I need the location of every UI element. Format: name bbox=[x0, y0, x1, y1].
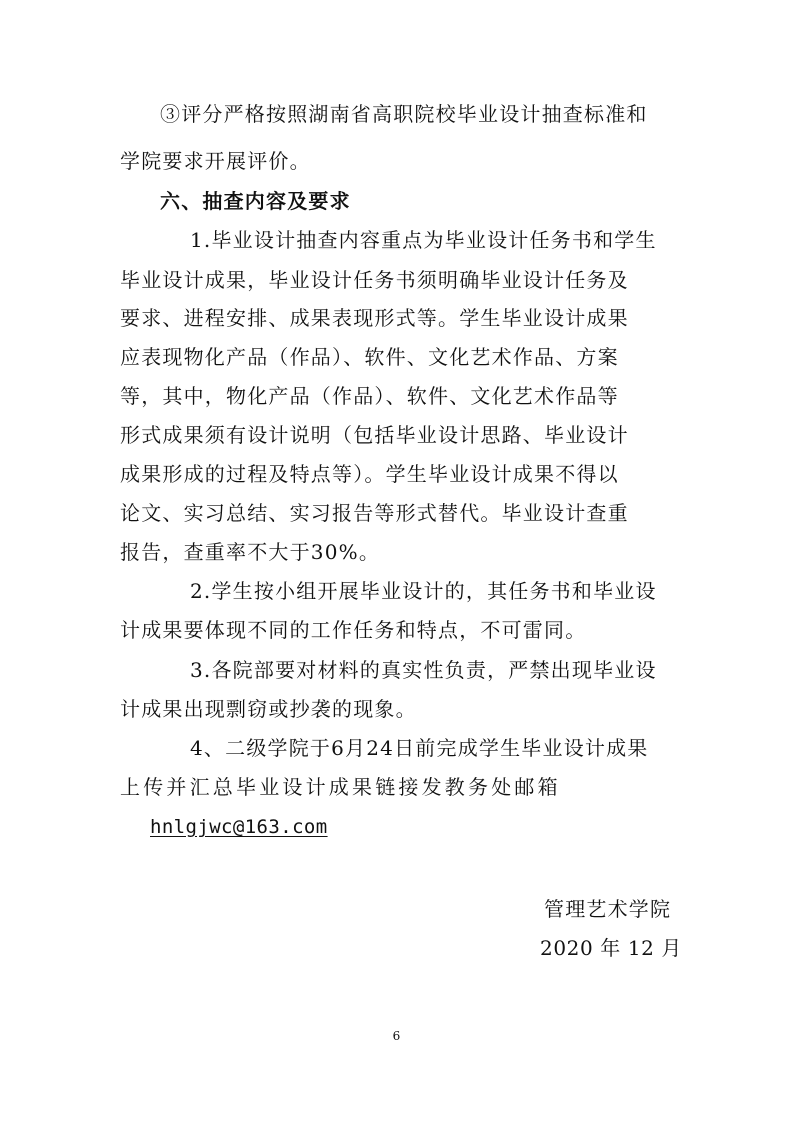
item-3-line-2: 计成果出现剽窃或抄袭的现象。 bbox=[120, 697, 417, 721]
paragraph-line-2: 学院要求开展评价。 bbox=[120, 149, 311, 173]
item-2-line-1: 2.学生按小组开展毕业设计的，其任务书和毕业设 bbox=[190, 579, 657, 603]
item-3-line-1: 3.各院部要对材料的真实性负责，严禁出现毕业设 bbox=[190, 658, 657, 682]
item-4-line-2: 上传并汇总毕业设计成果链接发教务处邮箱 bbox=[120, 775, 561, 799]
email-link[interactable]: hnlgjwc@163.com bbox=[150, 816, 328, 838]
signature-date: 2020 年 12 月 bbox=[540, 936, 683, 960]
item-1-line-5: 等，其中，物化产品（作品）、软件、文化艺术作品等 bbox=[120, 384, 619, 408]
item-1-line-4: 应表现物化产品（作品）、软件、文化艺术作品、方案 bbox=[120, 345, 619, 369]
signature-org: 管理艺术学院 bbox=[544, 897, 672, 921]
section-heading: 六、抽查内容及要求 bbox=[160, 189, 351, 213]
item-2-line-2: 计成果要体现不同的工作任务和特点，不可雷同。 bbox=[120, 618, 587, 642]
item-1-line-3: 要求、进程安排、成果表现形式等。学生毕业设计成果 bbox=[120, 306, 629, 330]
item-4-line-1: 4、二级学院于6月24日前完成学生毕业设计成果 bbox=[190, 736, 649, 760]
item-1-line-6: 形式成果须有设计说明（包括毕业设计思路、毕业设计 bbox=[120, 423, 629, 447]
item-1-line-9: 报告，查重率不大于30%。 bbox=[120, 540, 381, 564]
item-1-line-8: 论文、实习总结、实习报告等形式替代。毕业设计查重 bbox=[120, 501, 629, 525]
item-1-line-2: 毕业设计成果，毕业设计任务书须明确毕业设计任务及 bbox=[120, 268, 629, 292]
page-number: 6 bbox=[392, 1029, 401, 1043]
paragraph-line-1: ③评分严格按照湖南省高职院校毕业设计抽查标准和 bbox=[160, 102, 648, 126]
item-1-line-7: 成果形成的过程及特点等）。学生毕业设计成果不得以 bbox=[120, 462, 619, 486]
item-1-line-1: 1.毕业设计抽查内容重点为毕业设计任务书和学生 bbox=[190, 228, 657, 252]
